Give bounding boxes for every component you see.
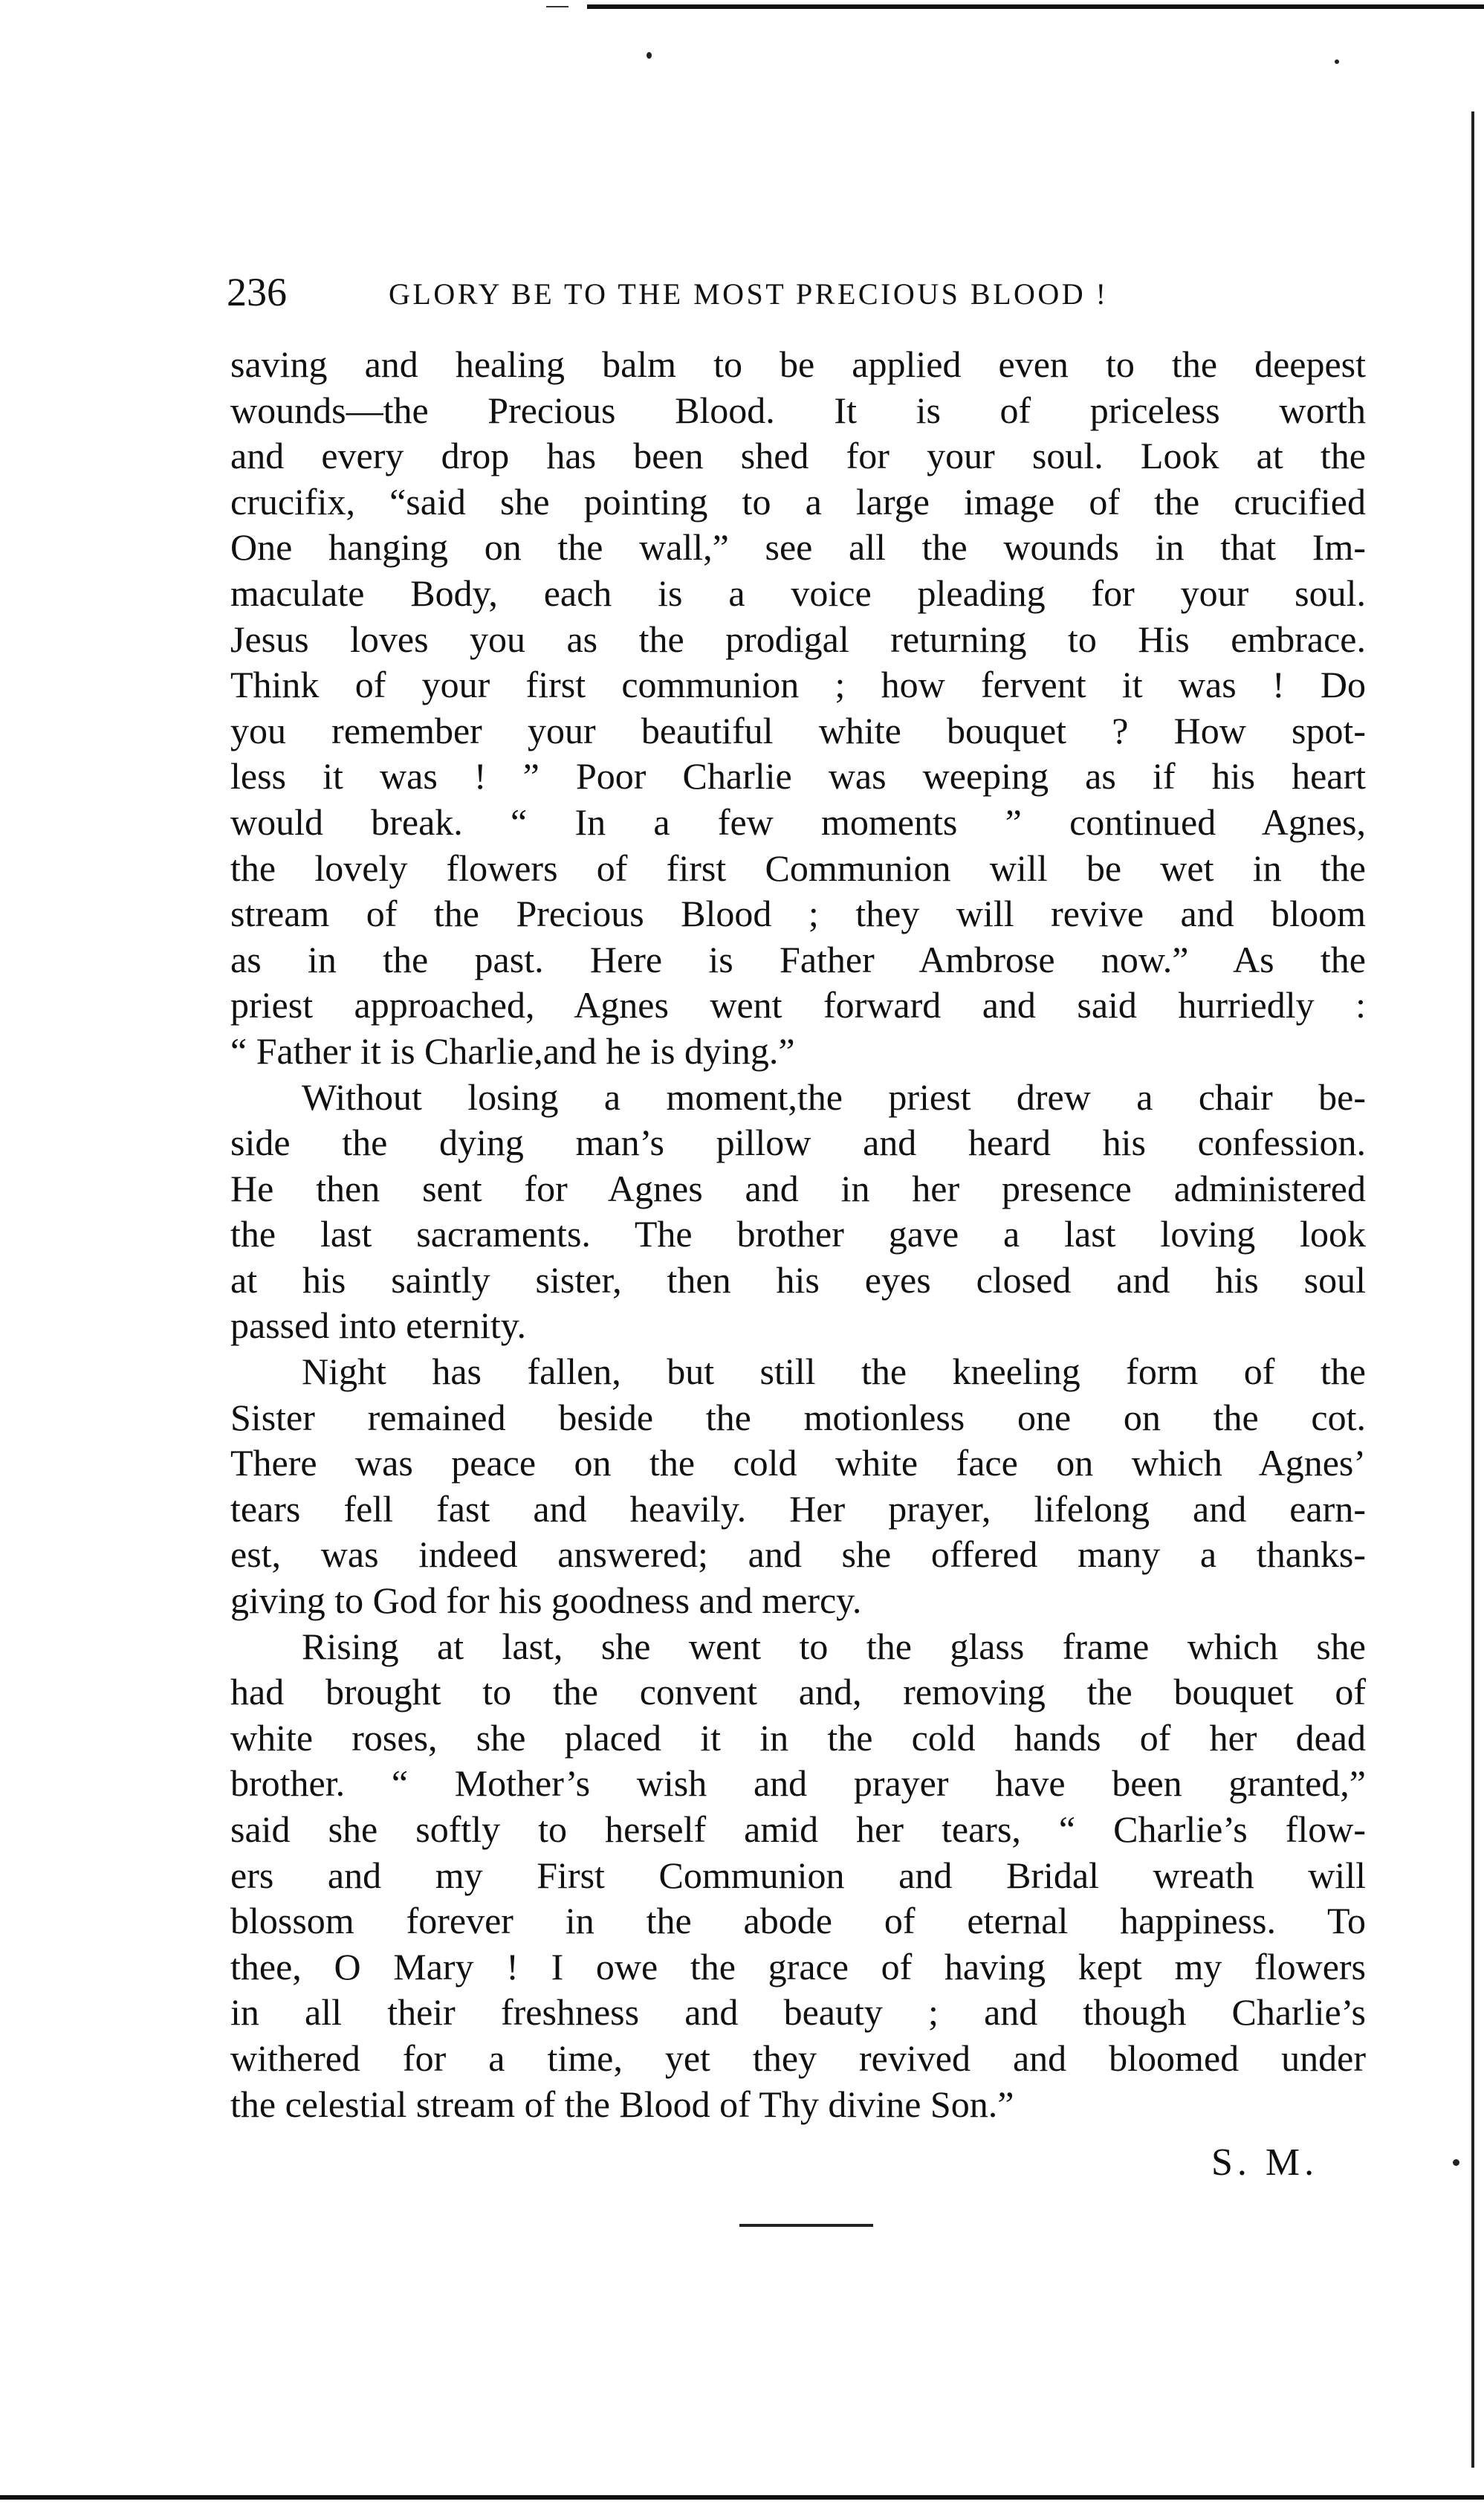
scan-border-top — [587, 4, 1484, 9]
text-line: Without losing a moment,the priest drew a chair be- — [302, 1076, 1366, 1118]
text-line: One hanging on the wall,” see all the wounds in that Im- — [230, 526, 1366, 569]
text-line: side the dying man’s pillow and heard his confession. — [230, 1122, 1366, 1164]
text-line: had brought to the convent and, removing the bouquet of — [230, 1671, 1366, 1713]
text-line: white roses, she placed it in the cold hands of her dead — [230, 1716, 1366, 1759]
body-text — [230, 342, 1366, 2127]
text-line: crucifix, “said she pointing to a large image of the crucified — [230, 480, 1366, 523]
text-line: est, was indeed answered; and she offered many a thanks- — [230, 1533, 1366, 1576]
running-title: GLORY BE TO THE MOST PRECIOUS BLOOD ! — [389, 277, 1109, 311]
ink-speck — [1335, 59, 1339, 64]
text-line: said she softly to herself amid her tears, “ Charlie’s flow- — [230, 1808, 1366, 1850]
text-line: blossom forever in the abode of eternal happiness. To — [230, 1900, 1366, 1942]
text-line: “ Father it is Charlie,and he is dying.” — [230, 1029, 795, 1072]
text-line: maculate Body, each is a voice pleading for your soul. — [230, 572, 1366, 614]
text-line: tears fell fast and heavily. Her prayer, lifelong and earn- — [230, 1487, 1366, 1530]
text-line: at his saintly sister, then his eyes closed and his soul — [230, 1258, 1366, 1301]
scan-border-bottom — [0, 2495, 1484, 2500]
page-number: 236 — [227, 270, 287, 314]
text-line: Rising at last, she went to the glass frame which she — [302, 1625, 1366, 1667]
text-line: you remember your beautiful white bouquet ? How spot- — [230, 709, 1366, 751]
text-line: There was peace on the cold white face on which Agnes’ — [230, 1442, 1366, 1484]
text-line: saving and healing balm to be applied even to the deepest — [230, 343, 1366, 385]
text-line: and every drop has been shed for your soul. Look at the — [230, 435, 1366, 477]
text-line: would break. “ In a few moments ” continued Agnes, — [230, 801, 1366, 843]
ink-speck — [1453, 2159, 1459, 2166]
text-line: the last sacraments. The brother gave a last loving look — [230, 1213, 1366, 1255]
end-rule — [739, 2224, 873, 2227]
author-signature: S. M. — [1211, 2141, 1319, 2184]
ink-speck — [647, 52, 652, 59]
text-line: He then sent for Agnes and in her presence administered — [230, 1167, 1366, 1209]
text-line: Sister remained beside the motionless one on the cot. — [230, 1396, 1366, 1438]
text-line: thee, O Mary ! I owe the grace of having kept my flowers — [230, 1945, 1366, 1988]
text-line: as in the past. Here is Father Ambrose now.” As the — [230, 938, 1366, 980]
page-header — [227, 266, 1215, 318]
text-line: wounds—the Precious Blood. It is of priceless worth — [230, 389, 1366, 431]
text-line: the celestial stream of the Blood of Thy divine Son.” — [230, 2083, 1014, 2125]
text-line: priest approached, Agnes went forward and said hurriedly : — [230, 984, 1366, 1026]
text-line: the lovely flowers of first Communion will be wet in the — [230, 847, 1366, 889]
text-line: brother. “ Mother’s wish and prayer have been granted,” — [230, 1762, 1366, 1805]
text-line: less it was ! ” Poor Charlie was weeping as if his heart — [230, 755, 1366, 798]
scan-edge-mark — [546, 6, 568, 7]
text-line: in all their freshness and beauty ; and though Charlie’s — [230, 1991, 1366, 2034]
text-line: Jesus loves you as the prodigal returning to His embrace. — [230, 618, 1366, 660]
text-line: giving to God for his goodness and mercy. — [230, 1579, 862, 1622]
text-line: ers and my First Communion and Bridal wreath will — [230, 1854, 1366, 1896]
text-line: Night has fallen, but still the kneeling form of the — [302, 1351, 1366, 1393]
text-line: stream of the Precious Blood ; they will revive and bloom — [230, 893, 1366, 935]
text-line: Think of your first communion ; how fervent it was ! Do — [230, 664, 1366, 706]
text-line: withered for a time, yet they revived and bloomed under — [230, 2037, 1366, 2079]
text-line: passed into eternity. — [230, 1304, 527, 1347]
scan-border-right — [1471, 111, 1474, 2468]
